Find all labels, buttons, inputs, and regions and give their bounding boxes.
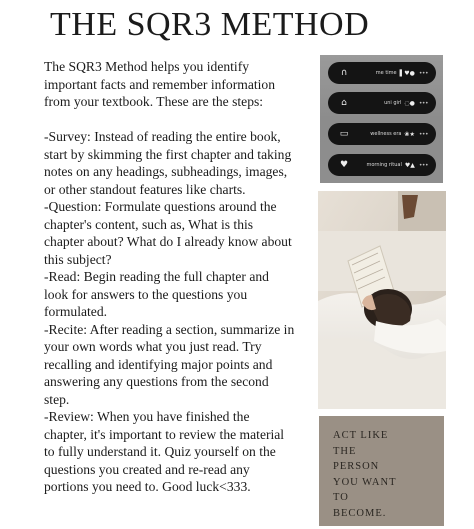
step-line: chapter, it's important to review the material [44,426,285,442]
paragraph-gap [44,111,314,129]
step-line: portions you need to. Good luck<333. [44,479,251,494]
more-icon[interactable]: ••• [418,69,428,77]
step-line: -Review: When you have finished the [44,409,250,424]
widget-label: morning ritual [366,162,402,168]
shortcut-widgets-panel [320,55,443,183]
shortcut-widget-morning-ritual[interactable] [328,154,436,176]
step-line: to fully understand it. Quiz yourself on the [44,444,276,459]
widget-label: me time [375,70,397,76]
intro-line: from your textbook. These are the steps: [44,94,264,109]
intro-line: The SQR3 Method helps you identify [44,59,250,74]
quote-line: THE [333,445,357,457]
widget-emoji: ▌♥● [399,69,415,77]
widget-label: wellness era [370,131,402,137]
quote-text [333,428,433,522]
step-line: -Read: Begin reading the full chapter and [44,269,269,284]
article-body [44,58,314,496]
step-line: look for answers to the questions you [44,286,248,302]
widget-emoji: ❀★ [404,130,415,138]
step-line: recalling and identifying major points and [44,356,273,372]
shortcut-widget-uni-girl[interactable] [328,92,436,114]
step-line: step. [44,391,70,407]
step-line: this subject? [44,251,112,267]
quote-line: BECOME. [333,507,387,519]
step-line: -Survey: Instead of reading the entire book, [44,129,281,144]
page-title: THE SQR3 METHOD [50,6,370,43]
widget-emoji: ◌● [404,99,415,107]
heart-icon: ♥ [339,160,349,170]
quote-line: ACT LIKE [333,430,389,441]
reading-in-bed-photo [318,191,446,409]
headphones-icon: ∩ [340,68,348,78]
quote-line: TO [333,492,349,504]
step-line: notes on any headings, subheadings, images, [44,164,288,179]
graduation-cap-icon: ⌂ [341,98,347,108]
step-line: -Recite: After reading a section, summarize in [44,321,295,337]
step-line: -Question: Formulate questions around the [44,199,277,214]
step-line: questions you created and re-read any [44,461,250,477]
step-line: or other standout features like charts. [44,181,246,197]
book-icon: ▭ [339,129,349,139]
reading-in-bed-illustration [318,191,446,409]
more-icon[interactable]: ••• [418,161,428,169]
step-line: answering any questions from the second [44,374,269,389]
step-line: chapter's content, such as, What is this [44,216,254,232]
step-line: chapter about? What do I already know about [44,234,292,249]
motivational-quote-card [319,416,444,526]
shortcut-widget-wellness-era[interactable] [328,123,436,145]
quote-line: PERSON [333,461,380,473]
widget-label: uni girl [384,100,402,106]
step-line: start by skimming the first chapter and taking [44,146,292,162]
step-line: formulated. [44,304,108,319]
shortcut-widget-me-time[interactable] [328,62,436,84]
more-icon[interactable]: ••• [418,130,428,138]
more-icon[interactable]: ••• [418,99,428,107]
widget-emoji: ♥▲ [404,161,415,169]
intro-line: important facts and remember information [44,76,276,92]
quote-line: YOU WANT [333,476,397,488]
step-line: your own words what you just read. Try [44,339,262,354]
